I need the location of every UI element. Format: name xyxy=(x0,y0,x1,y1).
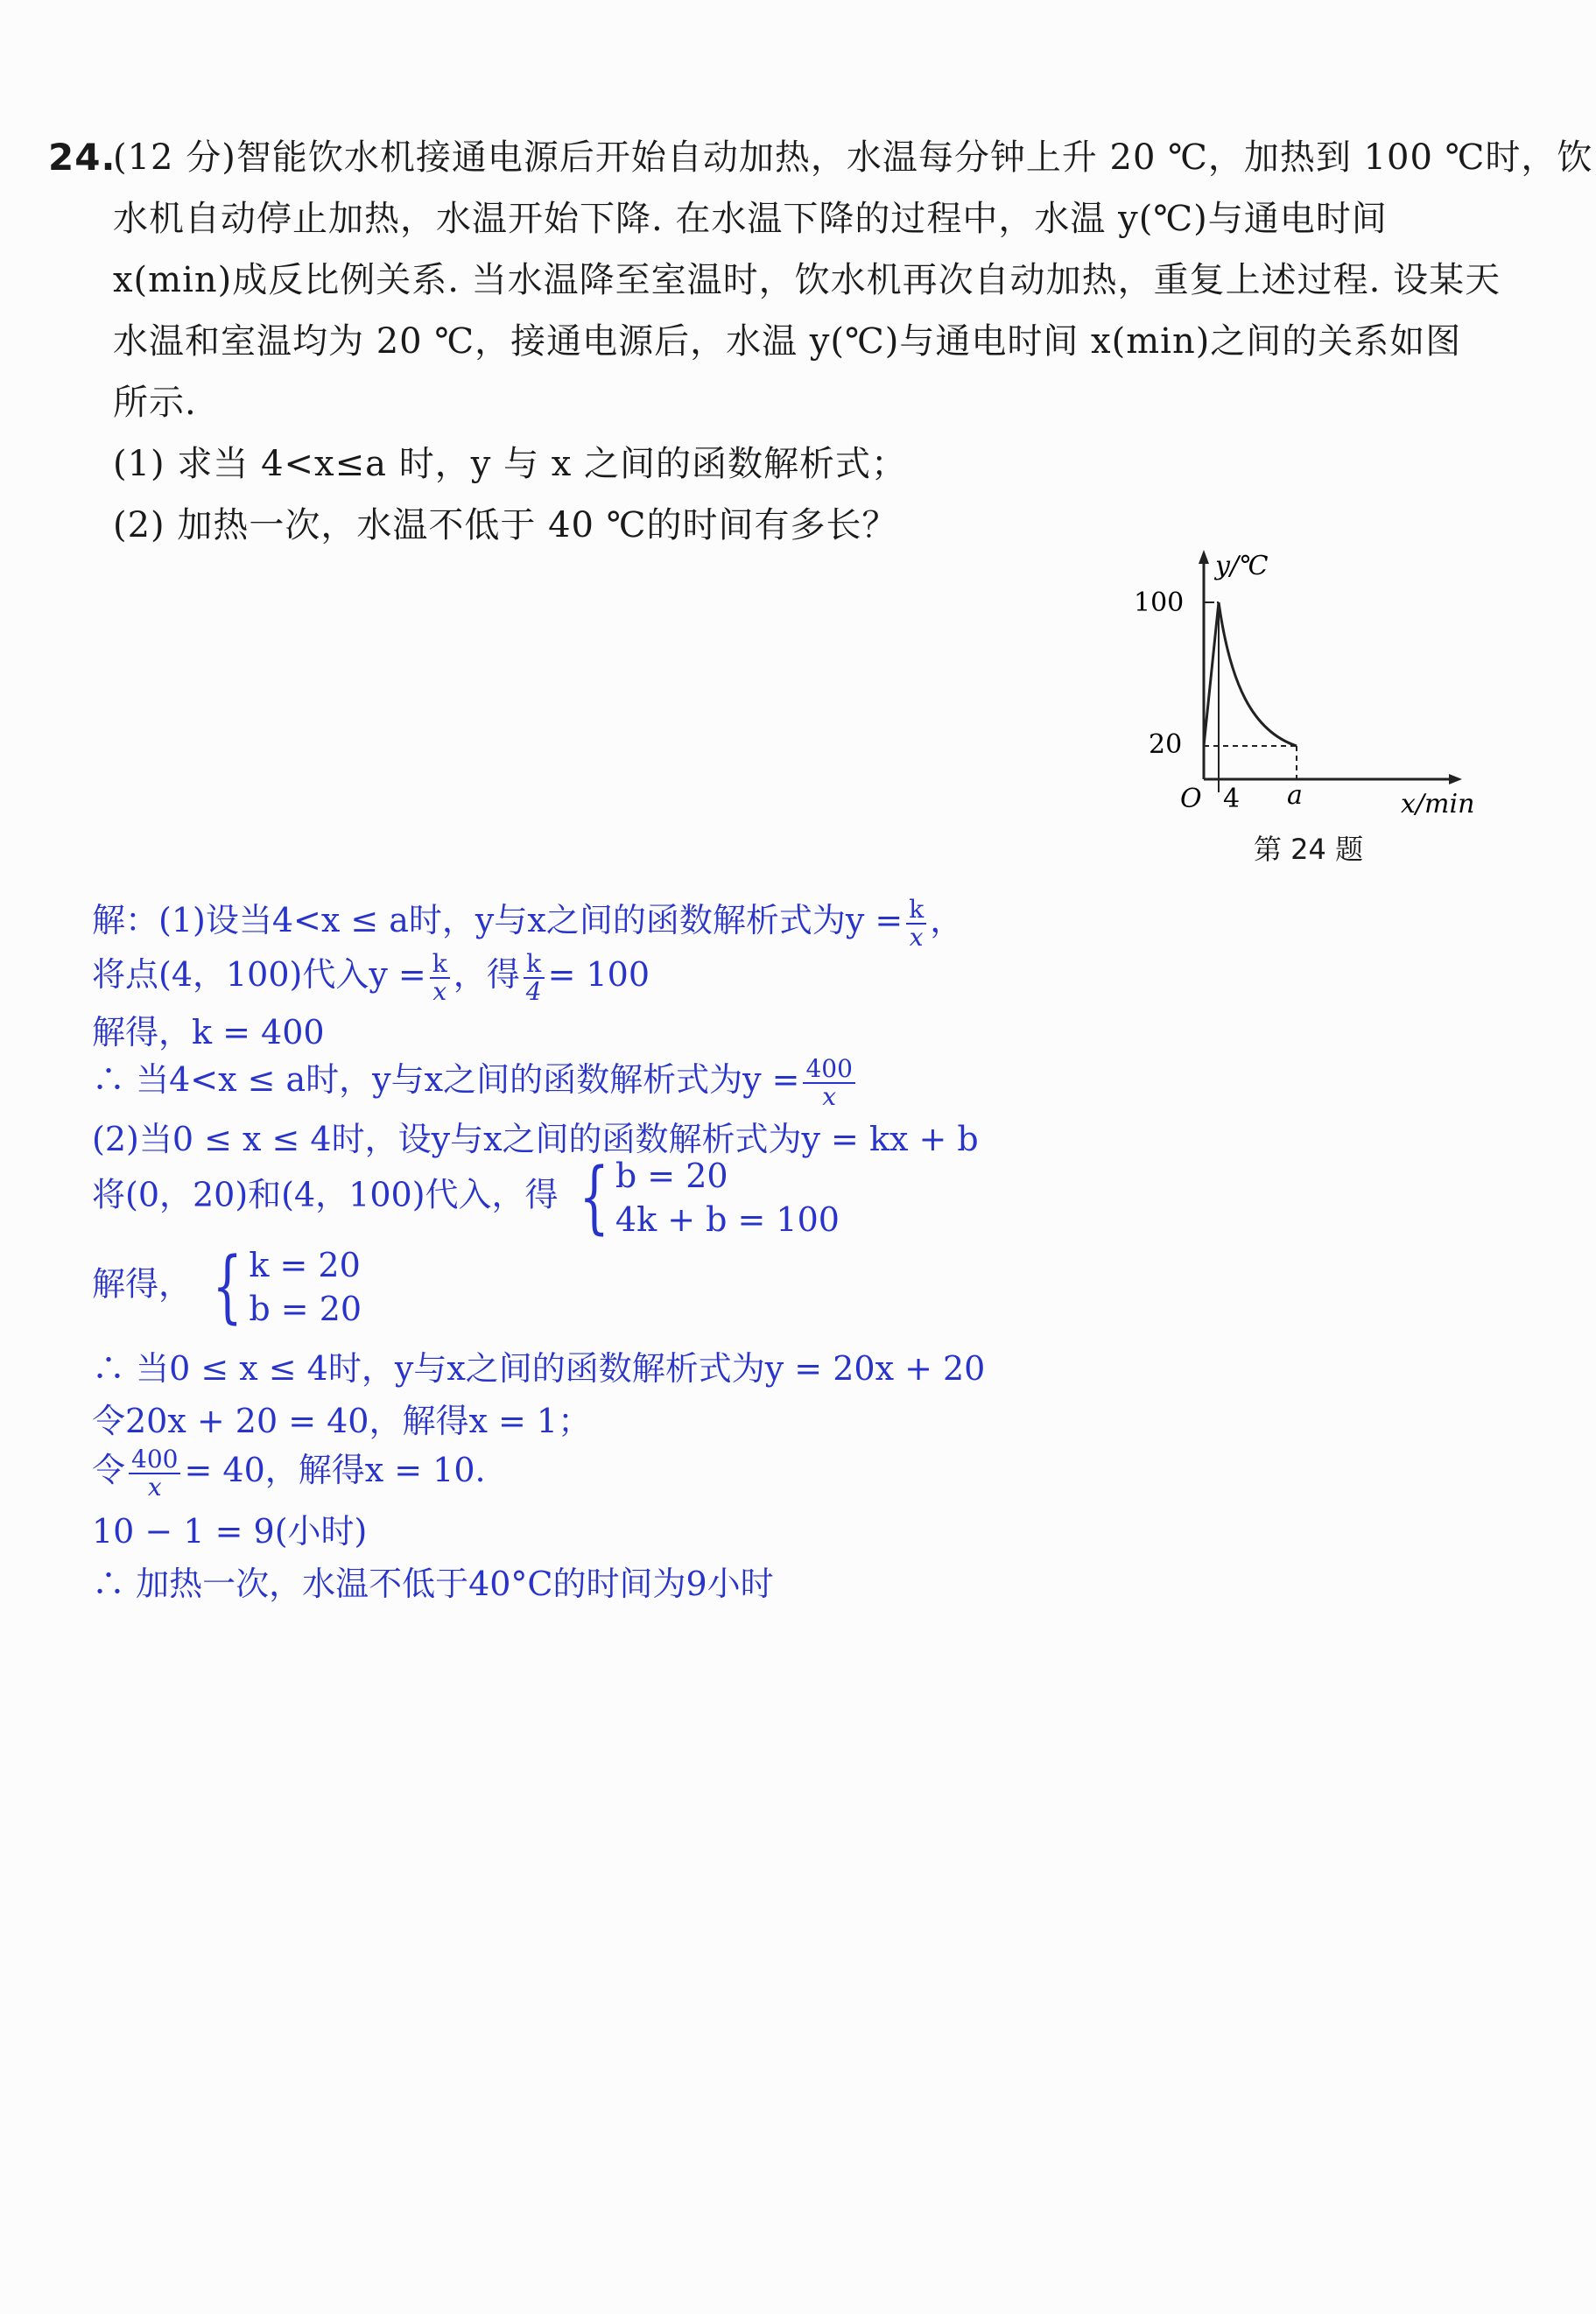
fraction-400-over-x: $\frac{400}{x}$ xyxy=(803,1056,854,1110)
solution-line-10 xyxy=(92,1443,486,1501)
temperature-graph xyxy=(1121,543,1488,867)
fraction-400-over-x: $\frac{400}{x}$ xyxy=(129,1446,180,1501)
solution-line-1 xyxy=(92,893,963,951)
fraction-k-over-x: $\frac{k}{x}$ xyxy=(906,897,926,951)
solution-text: 解得， xyxy=(92,1264,193,1304)
y-tick-20: 20 xyxy=(1149,729,1183,760)
equation-system: k = 20 b = 20 xyxy=(249,1246,362,1328)
y-axis-label: y/℃ xyxy=(1215,551,1269,581)
left-brace: { xyxy=(212,1241,243,1333)
fraction-k-over-4: $\frac{k}{4}$ xyxy=(524,951,545,1005)
question-1: (1) 求当 4<x≤a 时，y 与 x 之间的函数解析式； xyxy=(113,444,907,484)
x-axis-arrow xyxy=(1449,774,1462,784)
solution-text: 将点(4，100)代入y = xyxy=(92,955,426,994)
solution-line-8: ∴ 当0 ≤ x ≤ 4时，y与x之间的函数解析式为y = 20x + 20 xyxy=(92,1349,986,1388)
solution-line-5: (2)当0 ≤ x ≤ 4时，设y与x之间的函数解析式为y = kx + b xyxy=(92,1120,979,1158)
problem-line-3: x(min)成反比例关系. 当水温降至室温时，饮水机再次自动加热，重复上述过程. 设某天 xyxy=(113,260,1501,300)
solution-line-11: 10 − 1 = 9(小时) xyxy=(92,1512,368,1551)
solution-line-4 xyxy=(92,1052,859,1110)
fraction-k-over-x: $\frac{k}{x}$ xyxy=(430,951,450,1005)
figure-caption: 第 24 题 xyxy=(1254,833,1364,866)
origin-label: O xyxy=(1180,784,1202,814)
solution-text: ∴ 当4<x ≤ a时，y与x之间的函数解析式为y = xyxy=(92,1060,800,1099)
x-tick-4: 4 xyxy=(1223,784,1241,814)
problem-statement xyxy=(48,127,1593,556)
problem-line-2: 水机自动停止加热，水温开始下降. 在水温下降的过程中，水温 y(℃)与通电时间 xyxy=(113,199,1388,239)
solution-line-9: 令20x + 20 = 40，解得x = 1； xyxy=(92,1402,592,1440)
y-axis-arrow xyxy=(1199,550,1209,564)
solution-line-7 xyxy=(92,1243,362,1331)
solution-line-12: ∴ 加热一次，水温不低于40°C的时间为9小时 xyxy=(92,1565,774,1603)
problem-line-4: 水温和室温均为 20 ℃，接通电源后，水温 y(℃)与通电时间 x(min)之间的关系如图 xyxy=(113,321,1462,362)
solution-line-6 xyxy=(92,1151,840,1243)
solution-text: 解：(1)设当4<x ≤ a时，y与x之间的函数解析式为y = xyxy=(92,901,903,939)
problem-number: 24. xyxy=(48,136,116,179)
x-tick-a: a xyxy=(1287,780,1303,811)
solution-text: 令 xyxy=(92,1451,126,1489)
solution-text: = 40，解得x = 10. xyxy=(184,1451,486,1489)
solution-line-3: 解得，k = 400 xyxy=(92,1013,325,1051)
solution-text: ， xyxy=(930,901,964,939)
y-tick-100: 100 xyxy=(1134,587,1185,618)
cooling-curve xyxy=(1219,602,1297,746)
problem-text: (12 分)智能饮水机接通电源后开始自动加热，水温每分钟上升 20 ℃，加热到 100 ℃时，饮 xyxy=(113,137,1593,178)
equation-system: b = 20 4k + b = 100 xyxy=(615,1157,840,1239)
solution-text: = 100 xyxy=(547,955,650,994)
x-axis-label: x/min xyxy=(1401,789,1475,819)
heating-segment xyxy=(1204,602,1219,746)
problem-line-1 xyxy=(48,127,1593,188)
solution-text: 将(0，20)和(4，100)代入，得 xyxy=(92,1175,559,1214)
left-brace: { xyxy=(579,1151,609,1243)
solution-text: ，得 xyxy=(453,955,520,994)
problem-line-5: 所示. xyxy=(113,383,197,423)
question-2: (2) 加热一次，水温不低于 40 ℃的时间有多长？ xyxy=(113,505,898,545)
solution-line-2 xyxy=(92,947,650,1005)
